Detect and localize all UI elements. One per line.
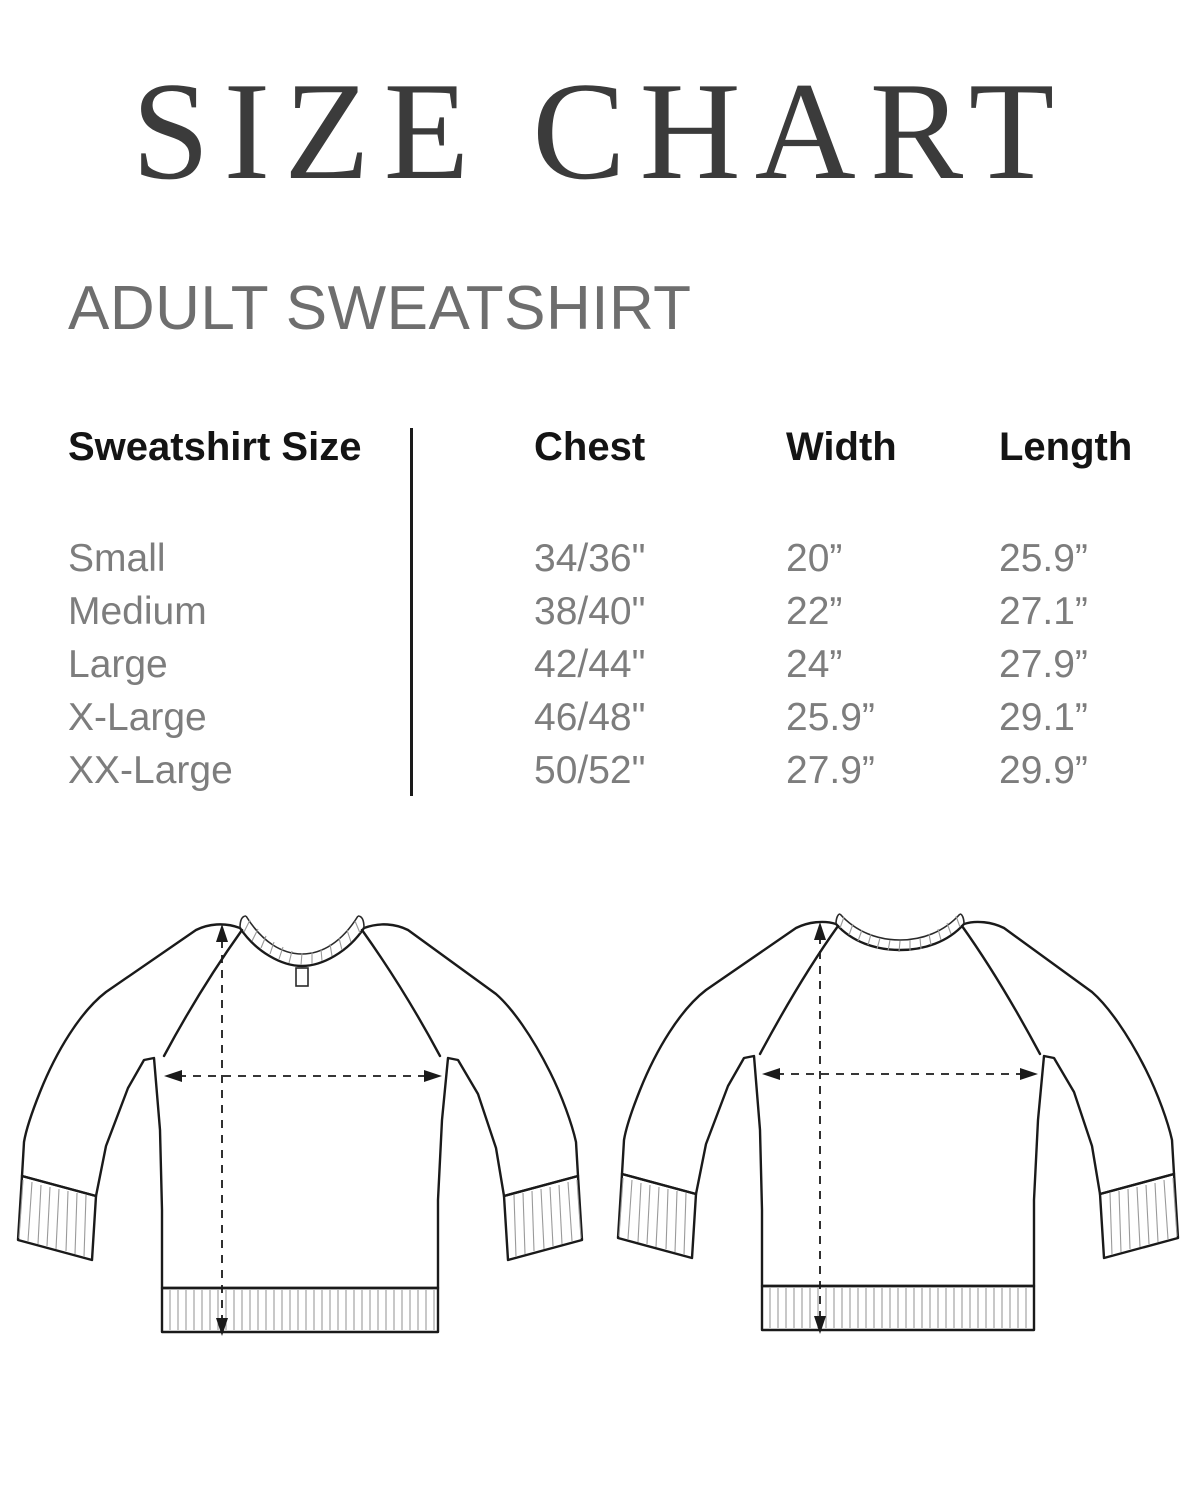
cell-size: Large xyxy=(68,643,168,686)
cell-length: 25.9” xyxy=(999,537,1088,580)
cell-width: 27.9” xyxy=(786,749,875,792)
column-header-size: Sweatshirt Size xyxy=(68,425,362,469)
cell-chest: 50/52" xyxy=(534,749,646,792)
cell-size: Small xyxy=(68,537,166,580)
cell-length: 27.1” xyxy=(999,590,1088,633)
table-row xyxy=(64,537,1154,590)
table-body xyxy=(64,537,1154,802)
table-row xyxy=(64,590,1154,643)
cell-chest: 38/40" xyxy=(534,590,646,633)
column-header-chest: Chest xyxy=(534,425,646,469)
cell-width: 20” xyxy=(786,537,843,580)
cell-size: XX-Large xyxy=(68,749,233,792)
table-row xyxy=(64,643,1154,696)
cell-size: X-Large xyxy=(68,696,207,739)
illustration-area xyxy=(0,880,1200,1380)
cell-length: 27.9” xyxy=(999,643,1088,686)
cell-chest: 42/44" xyxy=(534,643,646,686)
cell-chest: 34/36" xyxy=(534,537,646,580)
cell-width: 24” xyxy=(786,643,843,686)
cell-length: 29.1” xyxy=(999,696,1088,739)
sweatshirt-back-illustration xyxy=(608,880,1188,1380)
cell-width: 25.9” xyxy=(786,696,875,739)
column-header-length: Length xyxy=(999,425,1133,469)
table-row xyxy=(64,749,1154,802)
column-header-width: Width xyxy=(786,425,897,469)
sweatshirt-front-illustration xyxy=(10,880,590,1380)
cell-chest: 46/48" xyxy=(534,696,646,739)
cell-size: Medium xyxy=(68,590,207,633)
table-row xyxy=(64,696,1154,749)
page-title: SIZE CHART xyxy=(131,54,1069,209)
page-subtitle: ADULT SWEATSHIRT xyxy=(68,274,692,343)
table-header-row xyxy=(64,425,1154,485)
cell-width: 22” xyxy=(786,590,843,633)
cell-length: 29.9” xyxy=(999,749,1088,792)
size-chart-table xyxy=(64,425,1154,485)
